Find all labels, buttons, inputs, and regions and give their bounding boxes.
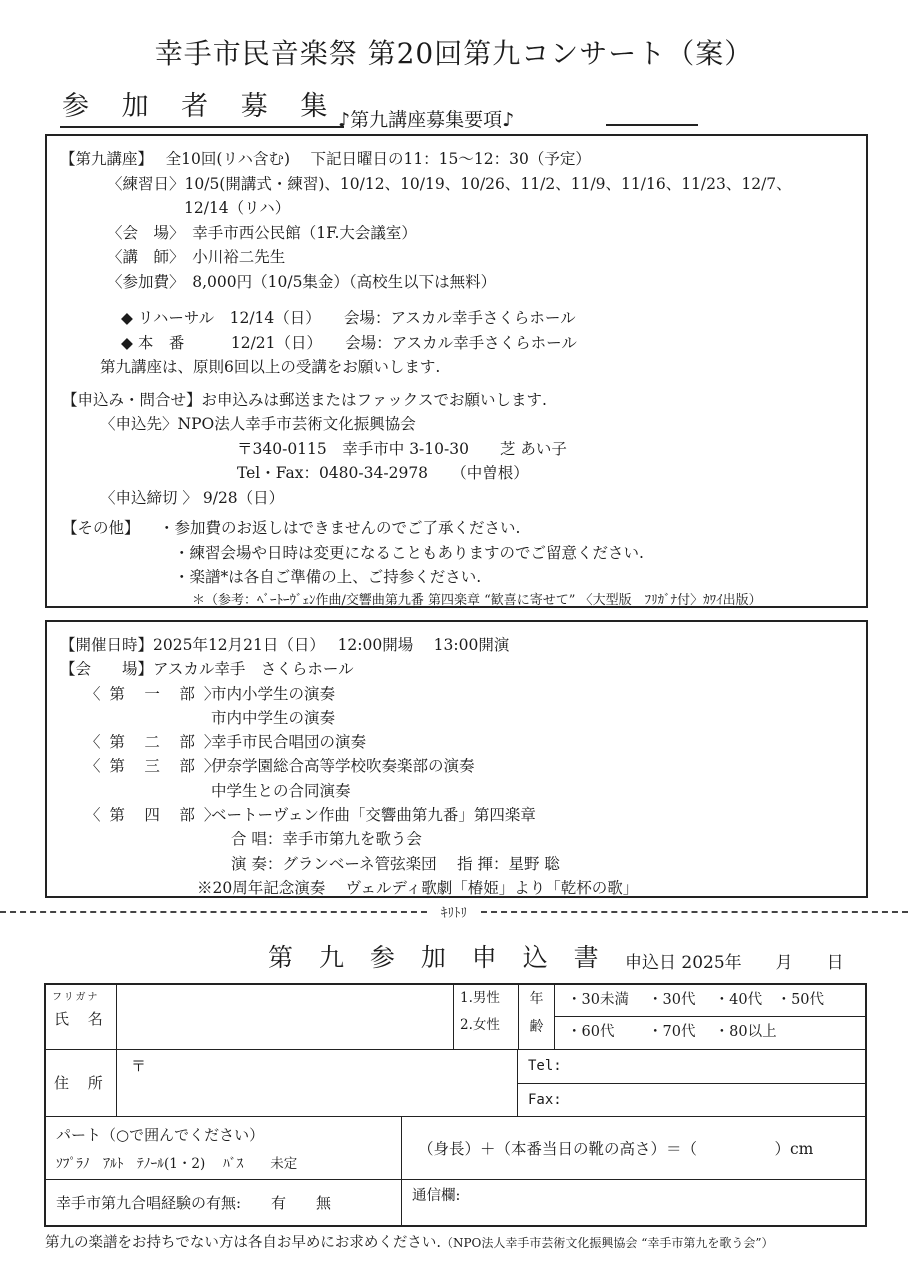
other-item: ・参加費のお返しはできませんのでご了承ください. bbox=[159, 519, 521, 537]
address-label: 住 所 bbox=[54, 1074, 110, 1092]
program-part bbox=[47, 706, 866, 730]
part-label bbox=[85, 779, 205, 803]
kouza-legend: ♪第九講座募集要項♪ bbox=[338, 109, 515, 131]
kouza-box bbox=[45, 134, 868, 608]
tel-field: Tel: bbox=[518, 1050, 865, 1084]
cut-dash-left bbox=[0, 911, 427, 913]
address-line: 〒340-0115 幸手市中 3-10-30 芝 あい子 bbox=[237, 439, 567, 458]
furigana-label: フリガナ bbox=[52, 992, 100, 1003]
part-row bbox=[46, 1116, 865, 1179]
application-form-title: 第 九 参 加 申 込 書 bbox=[268, 943, 608, 972]
chorus-line: 合 唱：幸手市第九を歌う会 bbox=[231, 830, 422, 849]
other-item: ・楽譜*は各自ご準備の上、ご持参ください. bbox=[174, 568, 482, 586]
heading-underline-left bbox=[60, 126, 344, 128]
name-label: 氏 名 bbox=[54, 1010, 110, 1028]
cut-here-label: ｷﾘﾄﾘ bbox=[441, 906, 467, 921]
gender-options-cell bbox=[454, 985, 519, 1049]
part-select-cell bbox=[46, 1117, 402, 1179]
kouza-line: 【第九講座】 全10回(リハ含む) 下記日曜日の11：15～12：30（予定） bbox=[60, 150, 591, 168]
cut-here-line bbox=[0, 902, 908, 921]
kouza-line: 〈練習日〉10/5(開講式・練習)、10/12、10/19、10/26、11/2、11/9、11/16、11/23、12/7、 bbox=[107, 174, 792, 193]
footer-note bbox=[45, 1231, 773, 1252]
part-title: パート（○で囲んでください） bbox=[56, 1126, 265, 1144]
name-input-area bbox=[117, 985, 454, 1049]
age-label-bottom: 齢 bbox=[529, 1019, 544, 1035]
part-label: 〈 第 一 部 〉 bbox=[85, 684, 222, 703]
part-label: 〈 第 二 部 〉 bbox=[85, 733, 222, 752]
part-label: 〈 第 三 部 〉 bbox=[85, 757, 222, 776]
part-text: 幸手市民合唱団の演奏 bbox=[211, 733, 367, 752]
program-part bbox=[47, 682, 866, 706]
anniversary-line: ※20周年記念演奏 ヴェルディ歌劇「椿姫」より「乾杯の歌」 bbox=[197, 878, 639, 897]
age-option-row: ・30未満 ・30代 ・40代 ・50代 bbox=[555, 985, 865, 1017]
apply-contact-line: 【申込み・問合せ】お申込みは郵送またはファックスでお願いします. bbox=[62, 390, 547, 409]
application-form-table bbox=[44, 983, 867, 1227]
recruit-heading: 参 加 者 募 集 bbox=[62, 91, 340, 122]
other-label: 【その他】 bbox=[62, 519, 140, 537]
experience-row bbox=[46, 1179, 865, 1225]
gender-option-female: 2.女性 bbox=[460, 1017, 500, 1033]
rehearsal-line: ◆ リハーサル 12/14（日） 会場：アスカル幸手さくらホール bbox=[121, 309, 576, 327]
address-row bbox=[46, 1049, 865, 1116]
other-section bbox=[47, 516, 866, 541]
program-part bbox=[47, 779, 866, 803]
postal-mark: 〒 bbox=[131, 1057, 147, 1075]
other-item: ・練習会場や日時は変更になることもありますのでご留意ください. bbox=[174, 543, 644, 562]
part-options: ｿﾌﾟﾗﾉ ｱﾙﾄ ﾃﾉｰﾙ(1・2) ﾊﾞｽ 未定 bbox=[56, 1156, 298, 1172]
concert-box bbox=[45, 620, 868, 898]
height-formula-cell bbox=[402, 1117, 865, 1179]
notes-label: 通信欄: bbox=[412, 1188, 461, 1204]
age-label-top: 年 bbox=[529, 991, 544, 1007]
name-label-cell bbox=[46, 985, 117, 1049]
concert-datetime: 【開催日時】2025年12月21日（日） 12:00開場 13:00開演 bbox=[60, 636, 510, 654]
age-option-row: ・60代 ・70代 ・80以上 bbox=[567, 1024, 777, 1040]
age-options-cell bbox=[555, 985, 865, 1049]
kouza-line: 〈参加費〉 8,000円（10/5集金）（高校生以下は無料） bbox=[107, 272, 497, 291]
fax-field: Fax: bbox=[528, 1092, 562, 1108]
kouza-line: 〈会 場〉 幸手市西公民館（1F.大会議室） bbox=[107, 223, 417, 242]
program-part bbox=[47, 803, 866, 827]
footer-main-text: 第九の楽譜をお持ちでない方は各自お早めにお求めください. bbox=[45, 1235, 441, 1251]
document-title: 幸手市民音楽祭 第20回第九コンサート（案） bbox=[154, 37, 754, 70]
height-formula: （身長）＋（本番当日の靴の高さ）＝（ ）cm bbox=[418, 1140, 814, 1158]
part-text: 伊奈学園総合高等学校吹奏楽部の演奏 bbox=[211, 757, 475, 776]
telfax-line: Tel・Fax：0480-34-2978 （中曽根） bbox=[237, 464, 529, 482]
heading-underline-right bbox=[606, 124, 698, 126]
telfax-cell bbox=[518, 1050, 865, 1116]
part-label: 〈 第 四 部 〉 bbox=[85, 806, 222, 825]
part-text: ベートーヴェン作曲「交響曲第九番」第四楽章 bbox=[211, 806, 536, 825]
footer-org-text: （NPO法人幸手市芸術文化振興協会 “幸手市第九を歌う会”） bbox=[440, 1236, 774, 1250]
notes-cell bbox=[402, 1180, 865, 1225]
application-date-field: 申込日 2025年 月 日 bbox=[625, 953, 844, 973]
program-part bbox=[47, 754, 866, 778]
apply-to-line: 〈申込先〉NPO法人幸手市芸術文化振興協会 bbox=[100, 415, 416, 433]
concert-venue: 【会 場】アスカル幸手 さくらホール bbox=[60, 660, 354, 679]
name-row bbox=[46, 985, 865, 1049]
kouza-line: 12/14（リハ） bbox=[184, 199, 291, 217]
kouza-line: 〈講 師〉 小川裕二先生 bbox=[107, 248, 286, 266]
program-part bbox=[47, 730, 866, 754]
orchestra-line: 演 奏：グランベーネ管弦楽団 指 揮：星野 聡 bbox=[231, 854, 560, 873]
part-label bbox=[85, 706, 205, 730]
age-label-cell bbox=[519, 985, 555, 1049]
cut-dash-right bbox=[481, 911, 908, 913]
performance-line: ◆ 本 番 12/21（日） 会場：アスカル幸手さくらホール bbox=[121, 333, 577, 352]
address-label-cell bbox=[46, 1050, 117, 1116]
part-text: 中学生との合同演奏 bbox=[211, 781, 351, 800]
part-text: 市内中学生の演奏 bbox=[211, 708, 336, 727]
address-input-area bbox=[117, 1050, 518, 1116]
part-text: 市内小学生の演奏 bbox=[211, 684, 336, 703]
experience-question: 幸手市第九合唱経験の有無: 有 無 bbox=[56, 1194, 332, 1212]
gender-option-male: 1.男性 bbox=[460, 990, 500, 1006]
kouza-line: 第九講座は、原則6回以上の受講をお願いします. bbox=[100, 358, 441, 376]
score-reference-note: ＊（参考：ﾍﾞｰﾄｰｳﾞｪﾝ作曲/交響曲第九番 第四楽章 “歓喜に寄せて” 〈大型版 ﾌﾘｶﾞﾅ付〉ｶﾜｲ出版） bbox=[192, 592, 762, 608]
deadline-line: 〈申込締切 〉 9/28（日） bbox=[100, 488, 285, 507]
experience-cell bbox=[46, 1180, 402, 1225]
